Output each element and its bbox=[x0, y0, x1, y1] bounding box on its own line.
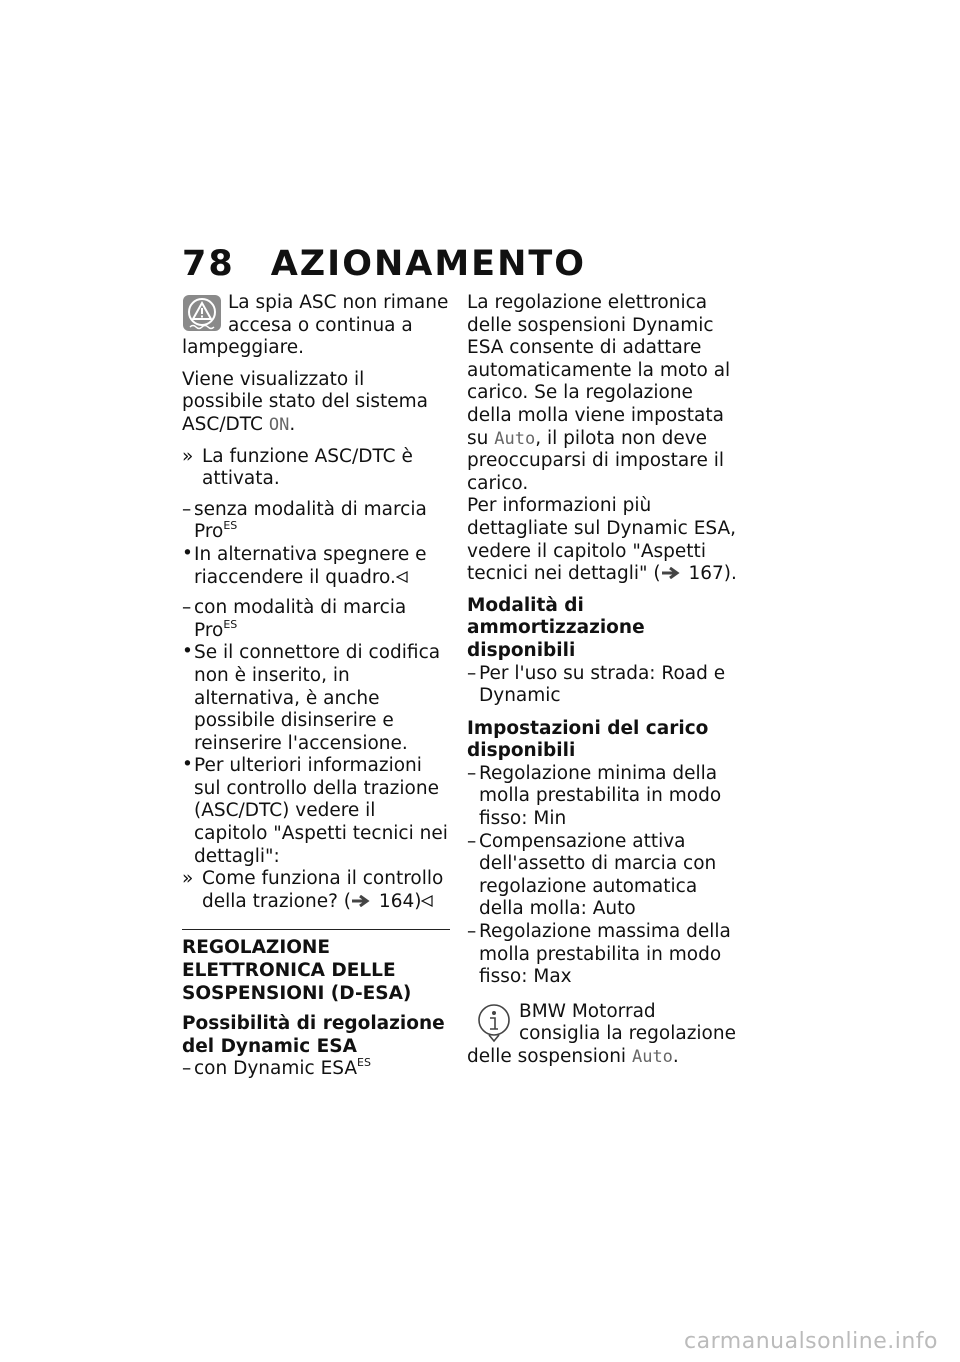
item-text: Per l'uso su strada: Road e Dynamic bbox=[479, 662, 726, 707]
info-text: BMW Motorrad consiglia la regolazione delle sospensioni bbox=[467, 1000, 736, 1067]
paragraph-text: La regolazione elettronica delle sospensioni Dynamic ESA consente di adattare automaticamente la moto al carico. Se la regolazione della molla viene impostata su bbox=[467, 292, 731, 449]
bullet-marker: • bbox=[182, 754, 193, 776]
result-marker: » bbox=[182, 445, 194, 467]
list-item-attivata bbox=[182, 446, 450, 491]
item-text: Regolazione massima della molla prestabilita in modo fisso: Max bbox=[479, 921, 731, 988]
dash-item-massima bbox=[467, 921, 737, 989]
status-text: Viene visualizzato il possibile stato del sistema ASC/DTC bbox=[182, 368, 429, 435]
sup-es: ES bbox=[223, 519, 238, 533]
page-ref[interactable]: 167). bbox=[688, 563, 737, 585]
page-ref-arrow-icon bbox=[661, 567, 683, 579]
bullet-item-connettore bbox=[182, 642, 450, 755]
regolazione-paragraph bbox=[467, 292, 737, 495]
item-text: Compensazione attiva dell'assetto di marcia con regolazione automatica della molla: Auto bbox=[479, 830, 717, 920]
info-auto-code: Auto bbox=[631, 1047, 673, 1067]
result-marker: » bbox=[182, 868, 194, 890]
dash-marker: – bbox=[467, 830, 477, 852]
dash-item-minima bbox=[467, 763, 737, 831]
item-text: senza modalità di marcia Pro bbox=[194, 498, 427, 543]
status-paragraph: Viene visualizzato il possibile stato del sistema ASC/DTC ON. bbox=[182, 368, 429, 435]
section-heading: REGOLAZIONE ELETTRONICA DELLE SOSPENSIONI (D-ESA) bbox=[182, 929, 450, 1005]
end-triangle-icon bbox=[421, 895, 433, 907]
dash-item-compensazione bbox=[467, 831, 737, 921]
page-title: AZIONAMENTO bbox=[270, 244, 586, 284]
bullet-item-alternativa bbox=[182, 544, 450, 589]
auto-code: Auto bbox=[494, 428, 536, 449]
warning-text: La spia ASC non rimane accesa o continua a lampeggiare. bbox=[182, 292, 449, 359]
dash-marker: – bbox=[467, 921, 477, 943]
warning-paragraph bbox=[182, 292, 450, 360]
item-text: Regolazione minima della molla prestabilita in modo fisso: Min bbox=[479, 762, 722, 830]
page-header bbox=[182, 244, 586, 284]
dash-marker: – bbox=[467, 762, 477, 784]
sup-es: ES bbox=[223, 617, 238, 631]
page-ref[interactable]: 164) bbox=[378, 890, 422, 912]
bullet-marker: • bbox=[182, 641, 193, 663]
subheading-modalita: Modalità di ammortizzazione disponibili bbox=[467, 594, 645, 661]
bullet-marker: • bbox=[182, 542, 193, 564]
item-text: La funzione ASC/DTC è attivata. bbox=[202, 445, 413, 490]
list-item-come: » Come funziona il controllo della trazione? ( 164) bbox=[182, 868, 444, 912]
page-number: 78 bbox=[182, 244, 235, 284]
info-end: . bbox=[672, 1046, 679, 1067]
dash-item-dynamic bbox=[182, 1058, 450, 1081]
info-paragraph bbox=[467, 1001, 737, 1069]
item-text: Se il connettore di codifica non è inserito, in alternativa, è anche possibile disinserire e reinserire l'accensione. bbox=[194, 642, 441, 754]
page-ref-arrow-icon bbox=[351, 895, 373, 907]
left-column bbox=[182, 292, 450, 1081]
dash-marker: – bbox=[467, 662, 477, 684]
dash-item-strada bbox=[467, 663, 737, 708]
info-icon bbox=[477, 1003, 511, 1043]
item-text: con modalità di marcia Pro bbox=[194, 597, 407, 641]
paragraph-text-end: , il pilota non deve preoccuparsi di impostare il carico. bbox=[467, 427, 725, 494]
informazioni-paragraph: Per informazioni più dettagliate sul Dynamic ESA, vedere il capitolo "Aspetti tecnici nei dettagli" ( 167). bbox=[467, 495, 737, 585]
bullet-item-ulteriori bbox=[182, 755, 450, 868]
item-text: In alternativa spegnere e riaccendere il quadro. bbox=[194, 543, 427, 588]
subheading-impostazioni: Impostazioni del carico disponibili bbox=[467, 717, 709, 762]
item-text: Per ulteriori informazioni sul controllo della trazione (ASC/DTC) vedere il capitolo "Aspetti tecnici nei dettagli": bbox=[194, 755, 448, 867]
asc-warning-icon bbox=[182, 294, 222, 332]
end-triangle-icon bbox=[396, 571, 408, 583]
paragraph-text: Per informazioni più dettagliate sul Dynamic ESA, vedere il capitolo "Aspetti tecnici nei dettagli" bbox=[467, 495, 737, 585]
status-code: ON bbox=[268, 414, 290, 435]
dash-marker: – bbox=[182, 1058, 192, 1080]
dash-item-con bbox=[182, 597, 450, 642]
item-text: con Dynamic ESA bbox=[194, 1058, 357, 1080]
dash-item-senza bbox=[182, 499, 450, 544]
subheading-possibilita: Possibilità di regolazione del Dynamic ESA bbox=[182, 1013, 445, 1057]
right-column bbox=[467, 292, 737, 1078]
dash-marker: – bbox=[182, 498, 192, 520]
item-text: Come funziona il controllo della trazione? bbox=[202, 868, 444, 912]
dash-marker: – bbox=[182, 597, 192, 619]
sup-es: ES bbox=[357, 1056, 371, 1070]
footer-watermark: carmanualsonline.info bbox=[684, 1329, 938, 1354]
